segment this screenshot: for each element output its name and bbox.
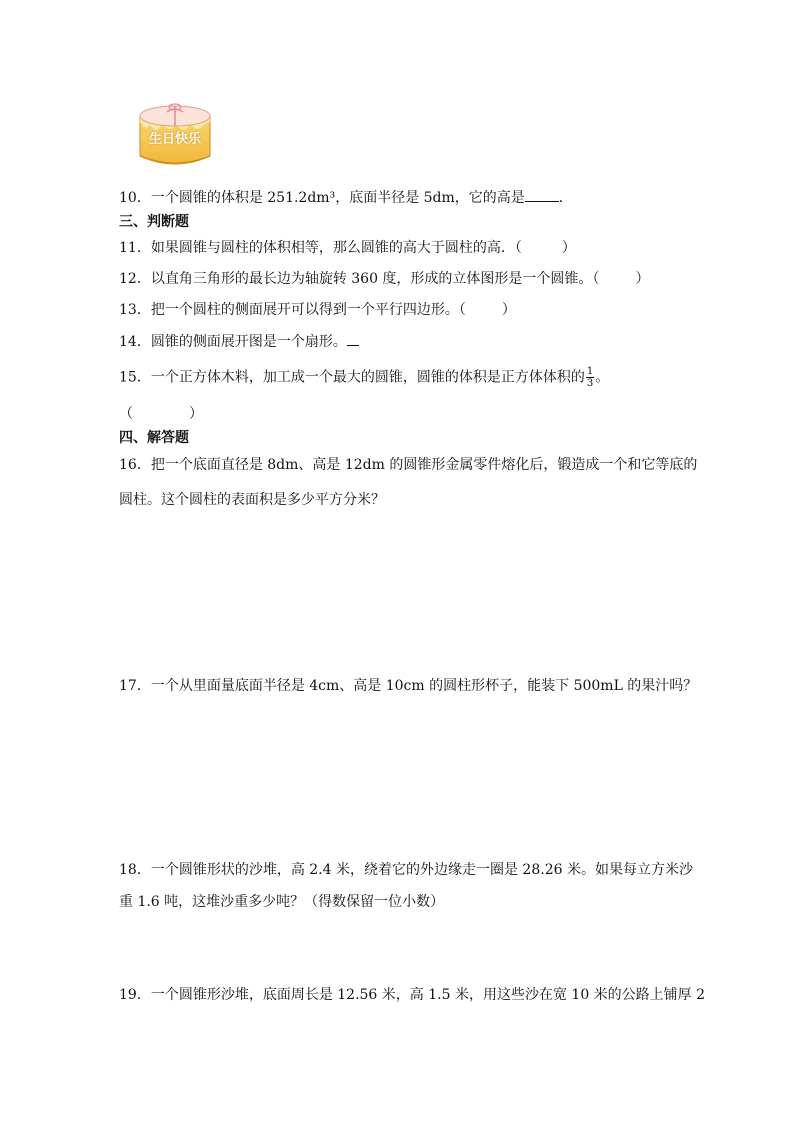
birthday-cake-image xyxy=(134,100,216,172)
question-15-text: 15．一个正方体木料，加工成一个最大的圆锥，圆锥的体积是正方体体积的 xyxy=(119,369,585,386)
cake-text: 生日快乐 xyxy=(148,132,201,147)
section-3-title: 三、判断题 xyxy=(119,214,189,230)
fraction-one-third: $\frac{1}{3}$ xyxy=(586,366,594,389)
question-11: 11．如果圆锥与圆柱的体积相等，那么圆锥的高大于圆柱的高．（ ） xyxy=(119,240,576,256)
question-12: 12．以直角三角形的最长边为轴旋转 360 度，形成的立体图形是一个圆锥。（ ） xyxy=(119,271,650,287)
question-17: 17．一个从里面量底面半径是 4cm、高是 10cm 的圆柱形杯子，能装下 500mL 的果汁吗？ xyxy=(119,678,698,694)
answer-blank-10[interactable] xyxy=(525,187,559,202)
question-16-line-2: 圆柱。这个圆柱的表面积是多少平方分米？ xyxy=(119,492,385,508)
question-18-line-2: 重 1.6 吨，这堆沙重多少吨？（得数保留一位小数） xyxy=(119,894,445,910)
question-10-text: 10．一个圆锥的体积是 251.2dm³，底面半径是 5dm，它的高是 xyxy=(119,190,525,206)
question-13-text: 13．把一个圆柱的侧面展开可以得到一个平行四边形。（ xyxy=(119,302,466,318)
question-18-line-1: 18．一个圆锥形状的沙堆，高 2.4 米，绕着它的外边缘走一圈是 28.26 米。如果每立方米沙 xyxy=(119,862,693,878)
answer-blank-14[interactable] xyxy=(347,331,359,346)
question-11-text: 11．如果圆锥与圆柱的体积相等，那么圆锥的高大于圆柱的高．（ xyxy=(119,240,522,256)
question-12-text: 12．以直角三角形的最长边为轴旋转 360 度，形成的立体图形是一个圆锥。（ xyxy=(119,271,600,287)
question-14 xyxy=(119,331,679,352)
question-10: 10．一个圆锥的体积是 251.2dm³，底面半径是 5dm，它的高是 ． xyxy=(119,187,679,208)
section-4-title: 四、解答题 xyxy=(119,430,189,446)
question-13: 13．把一个圆柱的侧面展开可以得到一个平行四边形。（ ） xyxy=(119,302,516,318)
question-19-line-1: 19．一个圆锥形沙堆，底面周长是 12.56 米，高 1.5 米，用这些沙在宽 10 米的公路上铺厚 2 xyxy=(119,987,706,1003)
question-14-text: 14．圆锥的侧面展开图是一个扇形。 xyxy=(119,334,347,350)
question-15-answer: （ ） xyxy=(119,406,203,422)
question-15: 15．一个正方体木料，加工成一个最大的圆锥，圆锥的体积是正方体体积的 $\frac{1}{3}$ 。 xyxy=(119,366,610,389)
question-16-line-1: 16．把一个底面直径是 8dm、高是 12dm 的圆锥形金属零件熔化后，锻造成一个和它等底的 xyxy=(119,457,698,473)
